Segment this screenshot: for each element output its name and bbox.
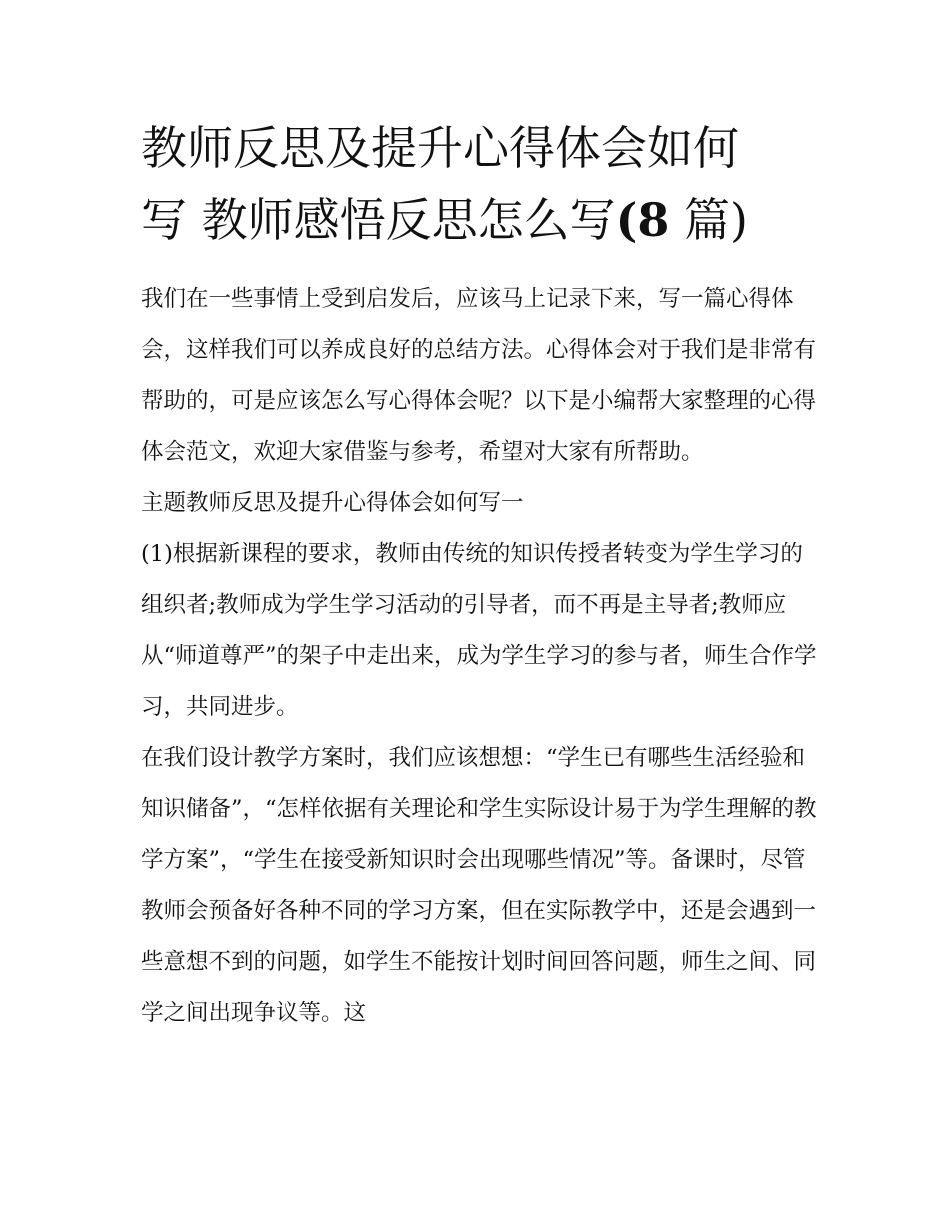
title-line-1: 教师反思及提升心得体会如何 bbox=[141, 121, 739, 175]
document-body bbox=[141, 274, 821, 1039]
body-paragraph: (1)根据新课程的要求，教师由传统的知识传授者转变为学生学习的组织者;教师成为学生学习活动的引导者，而不再是主导者;教师应从“师道尊严”的架子中走出来，成为学生学习的参与者，师生合作学习，共同进步。 bbox=[141, 541, 817, 720]
document-page bbox=[141, 112, 821, 1039]
title-count-suffix: 篇) bbox=[669, 193, 748, 247]
title-article-count: (8 bbox=[615, 193, 670, 247]
intro-paragraph: 我们在一些事情上受到启发后，应该马上记录下来，写一篇心得体会，这样我们可以养成良好的总结方法。心得体会对于我们是非常有帮助的，可是应该怎么写心得体会呢？以下是小编帮大家整理的心得体会范文，欢迎大家借鉴与参考，希望对大家有所帮助。 bbox=[141, 286, 817, 465]
body-paragraph: 在我们设计教学方案时，我们应该想想：“学生已有哪些生活经验和知识储备”，“怎样依据有关理论和学生实际设计易于为学生理解的教学方案”，“学生在接受新知识时会出现哪些情况”等。备课时，尽管教师会预备好各种不同的学习方案，但在实际教学中，还是会遇到一些意想不到的问题，如学生不能按计划时间回答问题，师生之间、同学之间出现争议等。这 bbox=[141, 745, 817, 1026]
title-line-2: 写 教师感悟反思怎么写 bbox=[141, 193, 616, 247]
section-heading: 主题教师反思及提升心得体会如何写一 bbox=[141, 490, 524, 516]
document-title bbox=[141, 112, 821, 256]
